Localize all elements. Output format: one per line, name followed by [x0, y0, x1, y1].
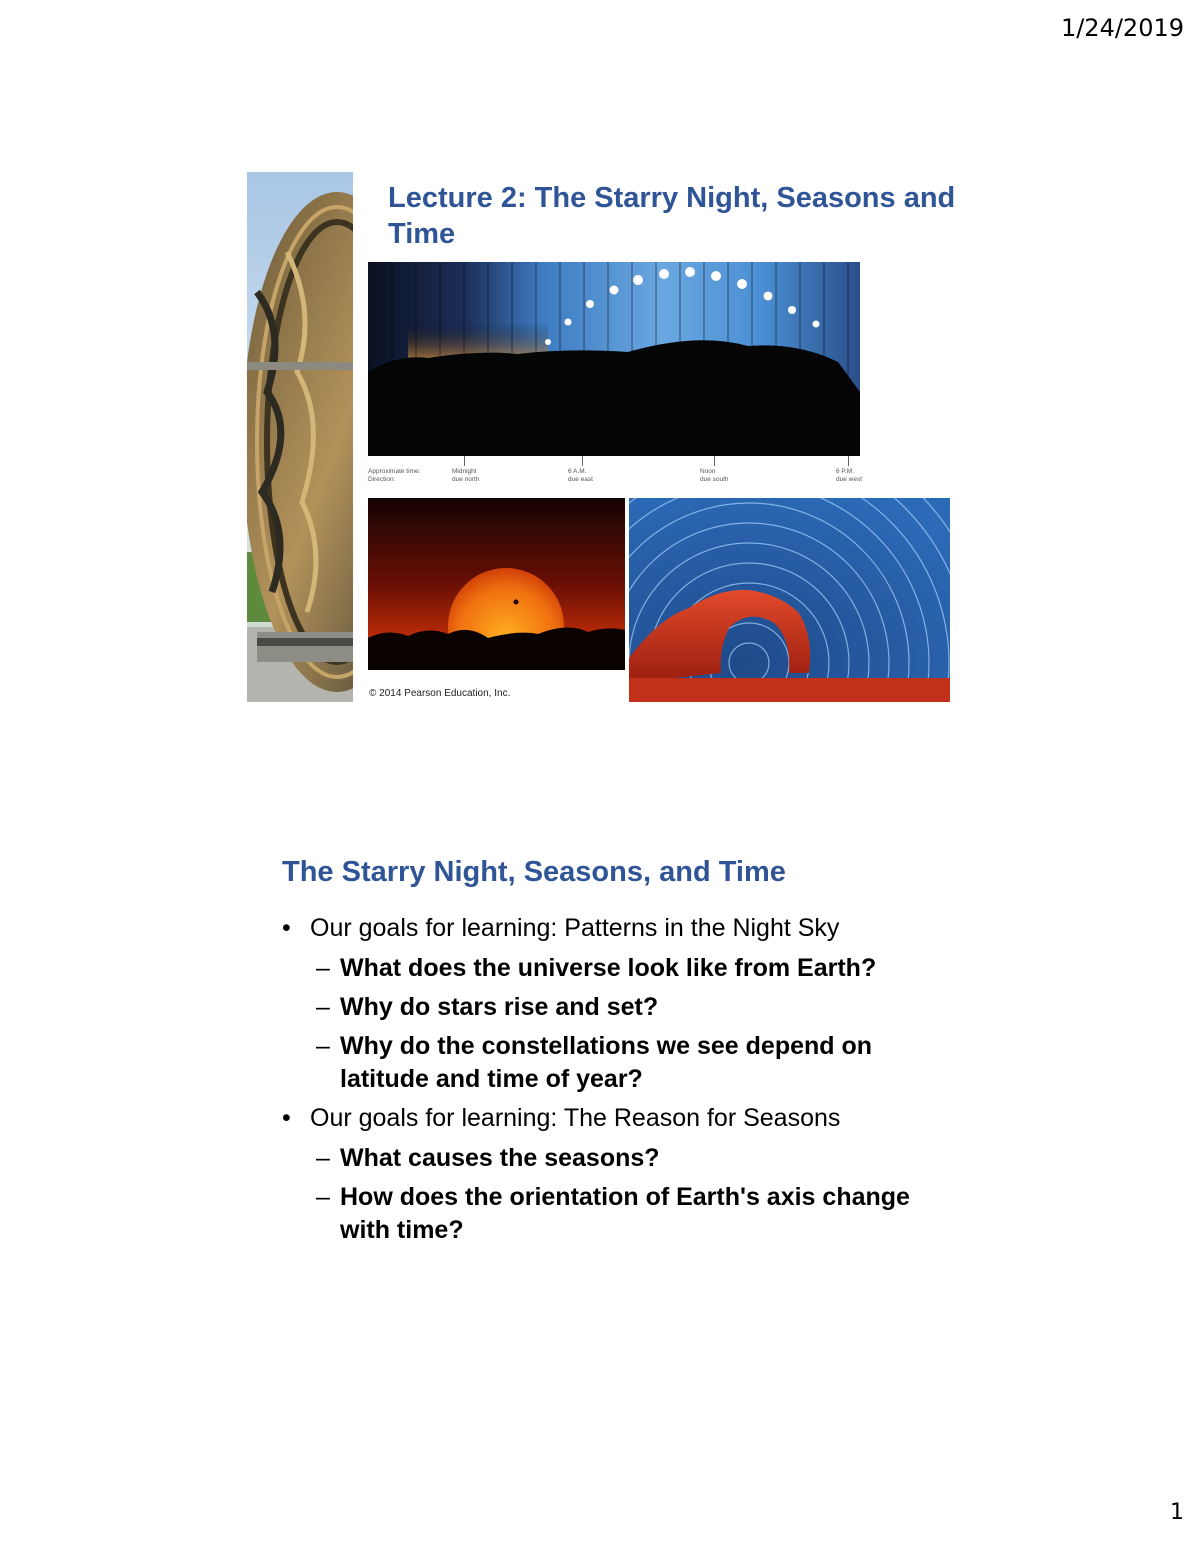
- goal-bullet: [282, 1100, 982, 1136]
- goals-list: [282, 910, 982, 1247]
- bullet-dot: •: [282, 1104, 291, 1132]
- delicate-arch-star-trails-photo: [629, 498, 950, 702]
- page-number: 1: [1170, 1500, 1184, 1525]
- goal-text: Our goals for learning: Patterns in the Night Sky: [310, 914, 840, 942]
- goal-text: Our goals for learning: The Reason for Seasons: [310, 1104, 841, 1132]
- timelapse-label-time: Approximate time: Direction:: [368, 468, 421, 483]
- goal-sub-item: – Why do the constellations we see depend on latitude and time of year?: [316, 1032, 873, 1093]
- timelapse-label-6pm: 6 P.M. due west: [836, 468, 862, 484]
- goal-sub-item: – What causes the seasons?: [316, 1144, 660, 1172]
- timelapse-label-6am: 6 A.M. due east: [568, 468, 593, 484]
- slide-1: [247, 172, 956, 704]
- bullet-dot: •: [282, 914, 291, 942]
- goal-sub-item: – How does the orientation of Earth's axis change with time?: [316, 1183, 910, 1244]
- copyright-notice: © 2014 Pearson Education, Inc.: [369, 688, 511, 699]
- armillary-sphere-photo: [247, 172, 353, 702]
- sun-timelapse-photo: [368, 262, 860, 456]
- timelapse-label-midnight: Midnight due north: [452, 468, 479, 484]
- goal-sub-item: – Why do stars rise and set?: [316, 993, 659, 1021]
- goal-sub-item: – What does the universe look like from Earth?: [316, 954, 877, 982]
- slide-1-title: Lecture 2: The Starry Night, Seasons and Time: [388, 182, 956, 250]
- sunset-photo: [368, 498, 625, 670]
- slide-2: [282, 852, 982, 1247]
- timelapse-labels: [368, 468, 868, 488]
- timelapse-label-noon: Noon due south: [700, 468, 729, 484]
- goal-bullet: [282, 910, 982, 946]
- print-date: 1/24/2019: [1060, 14, 1184, 42]
- slide-2-title: The Starry Night, Seasons, and Time: [282, 856, 786, 888]
